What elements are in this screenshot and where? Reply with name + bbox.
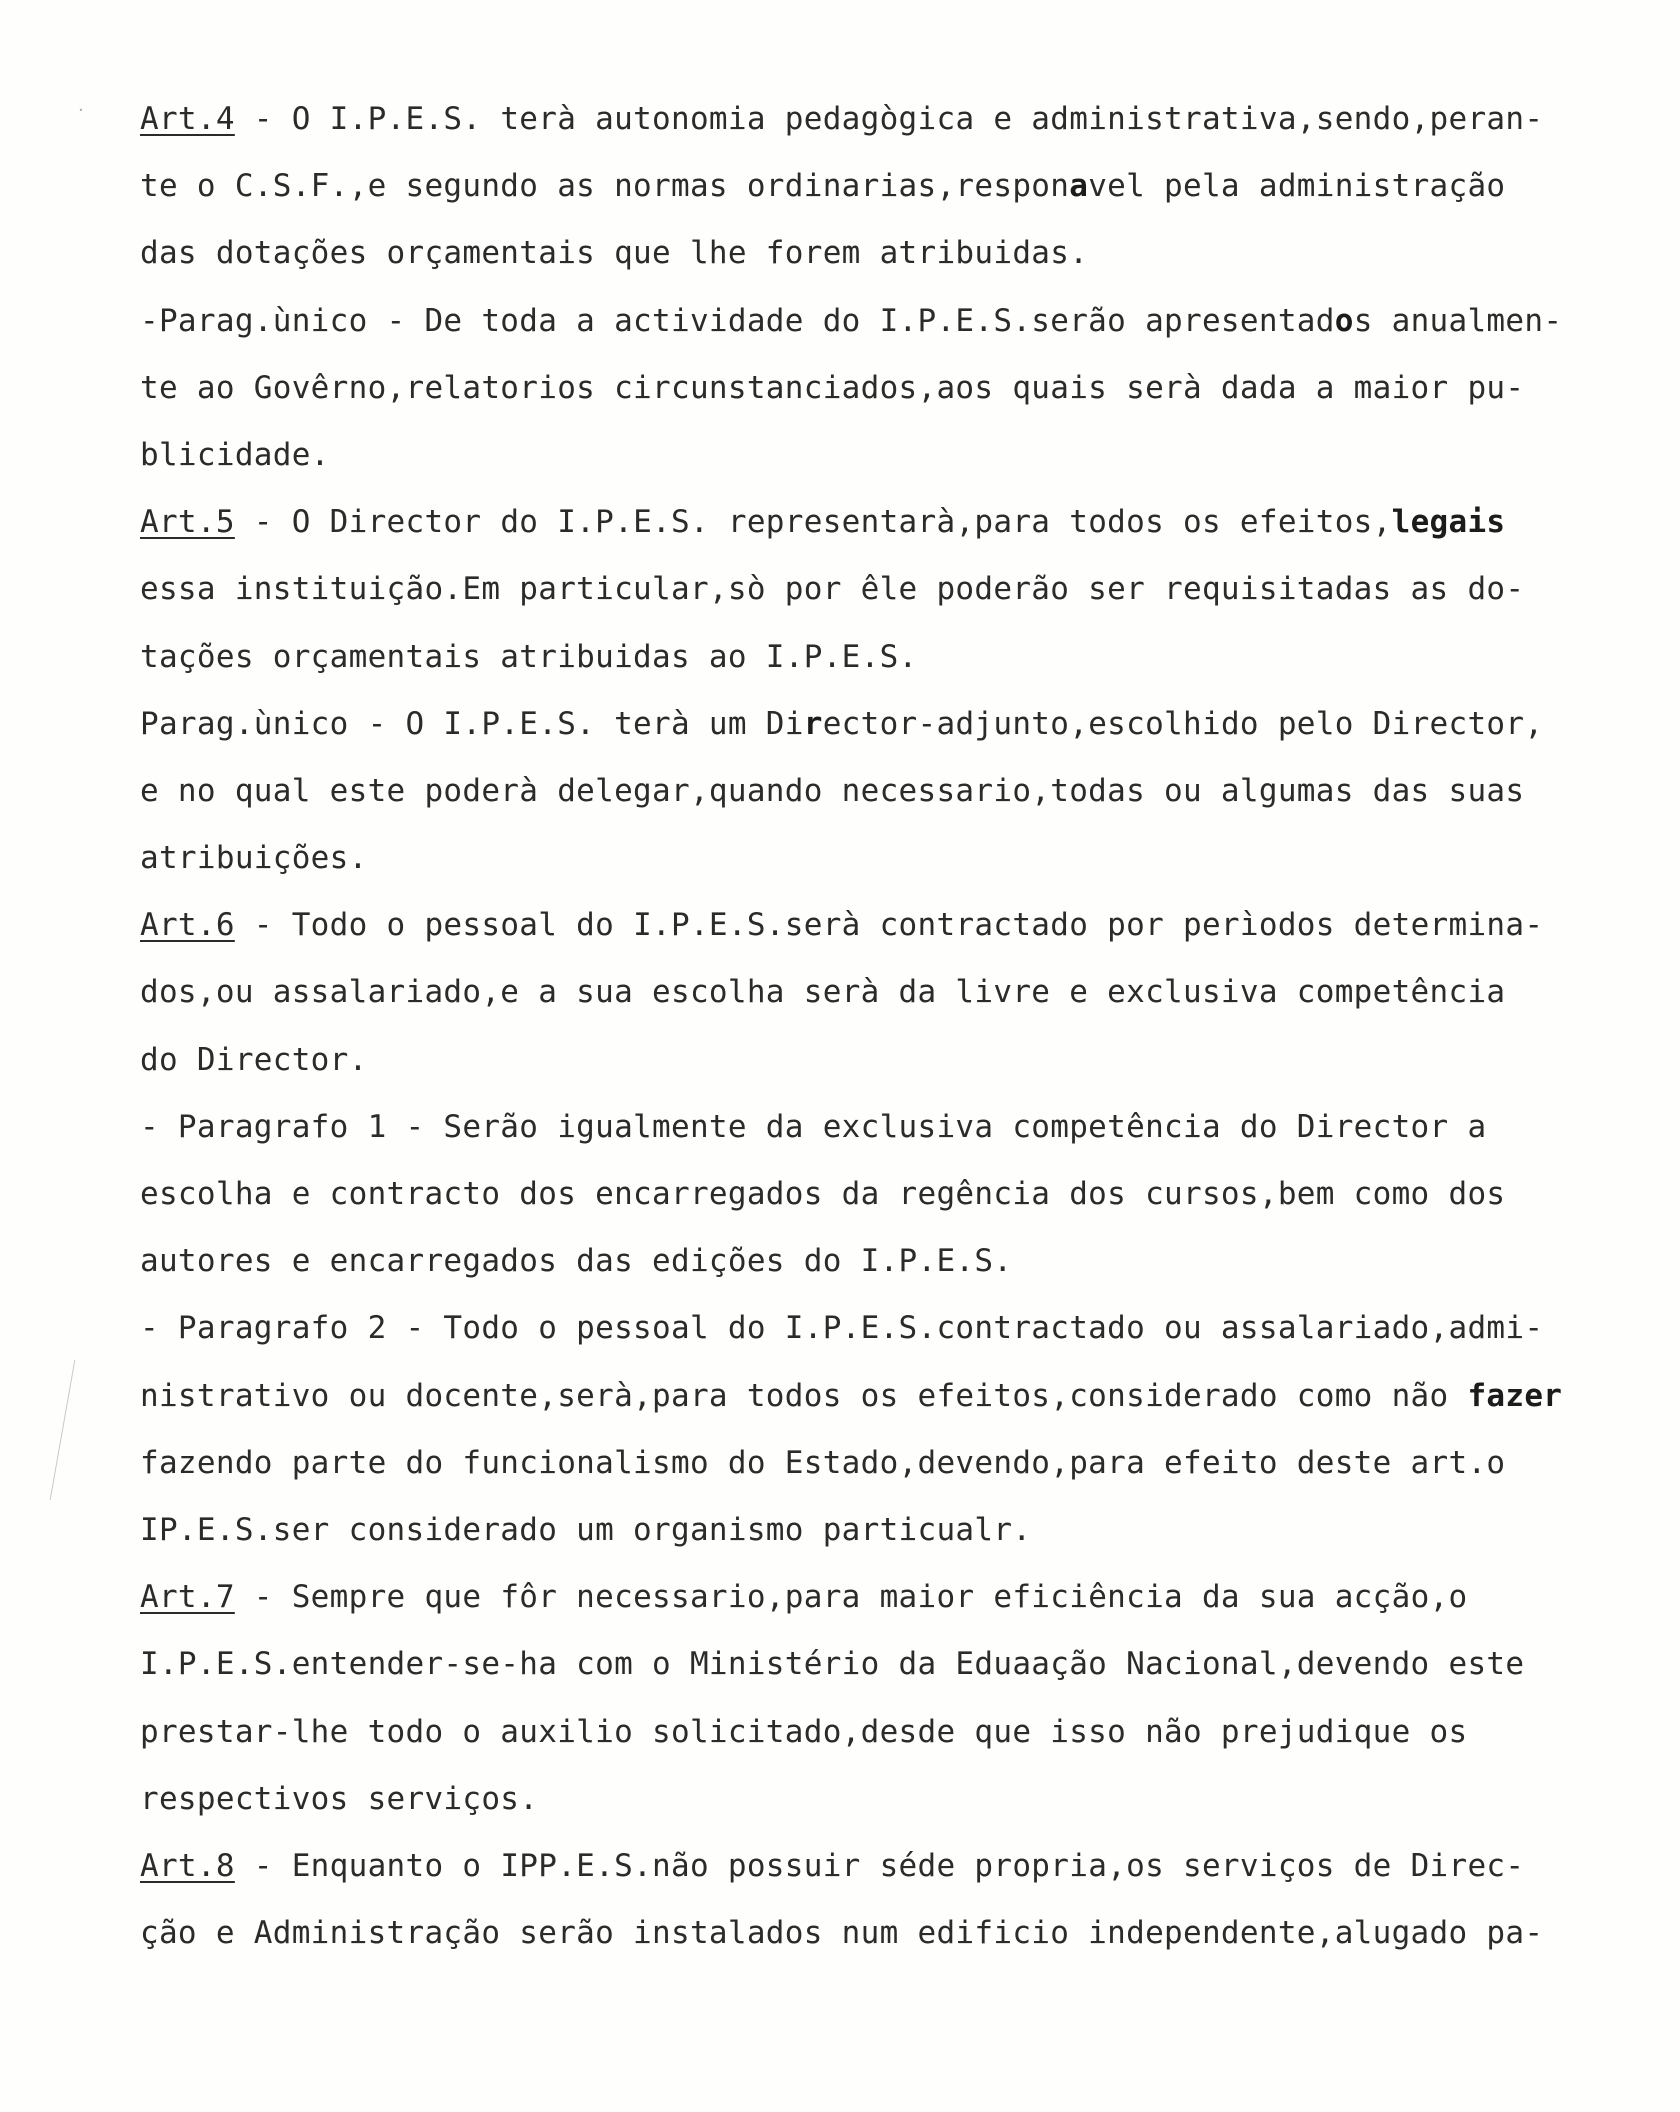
text-line: - Paragrafo 2 - Todo o pessoal do I.P.E.S.contractado ou assalariado,admi- [140,1310,1544,1347]
text-line: Art.4 - O I.P.E.S. terà autonomia pedagògica e administrativa,sendo,peran- [140,101,1544,137]
text-line: escolha e contracto dos encarregados da regência dos cursos,bem como dos [140,1176,1506,1212]
margin-tick-mark: · [78,100,84,121]
text-line: I.P.E.S.entender-se-ha com o Ministério da Eduaação Nacional,devendo este [140,1646,1525,1683]
text-line: -Parag.ùnico - De toda a actividade do I.P.E.S.serão apresentados anualmen- [140,302,1563,339]
text-line: do Director. [140,1041,368,1078]
text-line: Art.5 - O Director do I.P.E.S. representarà,para todos os efeitos,legais [140,504,1506,541]
text-line: dos,ou assalariado,e a sua escolha serà da livre e exclusiva competência [140,974,1506,1011]
article-heading: Art.4 [140,101,235,137]
overstrike: a [1069,168,1089,205]
text-line: nistrativo ou docente,serà,para todos os efeitos,considerado como não fazer [140,1377,1563,1414]
text-line: ção e Administração serão instalados num edificio independente,alugado pa- [140,1915,1544,1952]
text-line: respectivos serviços. [140,1780,539,1817]
margin-pencil-mark [50,1360,96,1500]
text-line: e no qual este poderà delegar,quando necessario,todas ou algumas das suas [140,772,1525,809]
text-line: autores e encarregados das edições do I.P.E.S. [140,1243,1013,1280]
text-line: te ao Govêrno,relatorios circunstanciados,aos quais serà dada a maior pu- [140,369,1525,406]
text-line: blicidade. [140,436,330,473]
text-line: Art.7 - Sempre que fôr necessario,para maior eficiência da sua acção,o [140,1579,1468,1616]
text-line: Art.8 - Enquanto o IPP.E.S.não possuir séde propria,os serviços de Direc- [140,1847,1525,1884]
text-line: Parag.ùnico - O I.P.E.S. terà um Director-adjunto,escolhido pelo Director, [140,705,1544,742]
text-line: - Paragrafo 1 - Serão igualmente da exclusiva competência do Director a [140,1108,1487,1145]
article-heading: Art.6 [140,907,235,944]
text-line: Art.6 - Todo o pessoal do I.P.E.S.serà contractado por perìodos determina- [140,907,1544,944]
article-heading: Art.5 [140,504,235,541]
article-heading: Art.7 [140,1579,235,1616]
article-heading: Art.8 [140,1847,235,1884]
typed-text-body [140,92,1640,1973]
text-line: IP.E.S.ser considerado um organismo particualr. [140,1511,1032,1548]
text-line: essa instituição.Em particular,sò por êle poderão ser requisitadas as do- [140,571,1525,608]
text-line: atribuições. [140,840,368,877]
overstrike: legais [1391,504,1506,541]
text-line: prestar-lhe todo o auxilio solicitado,desde que isso não prejudique os [140,1713,1468,1750]
text-line: te o C.S.F.,e segundo as normas ordinarias,responavel pela administração [140,168,1506,205]
overstrike: o [1334,302,1354,339]
text-line: das dotações orçamentais que lhe forem atribuidas. [140,235,1089,272]
overstrike: r [803,705,823,742]
text-line: tações orçamentais atribuidas ao I.P.E.S. [140,638,918,675]
text-line: fazendo parte do funcionalismo do Estado,devendo,para efeito deste art.o [140,1444,1506,1481]
overstrike: fazer [1467,1377,1563,1414]
